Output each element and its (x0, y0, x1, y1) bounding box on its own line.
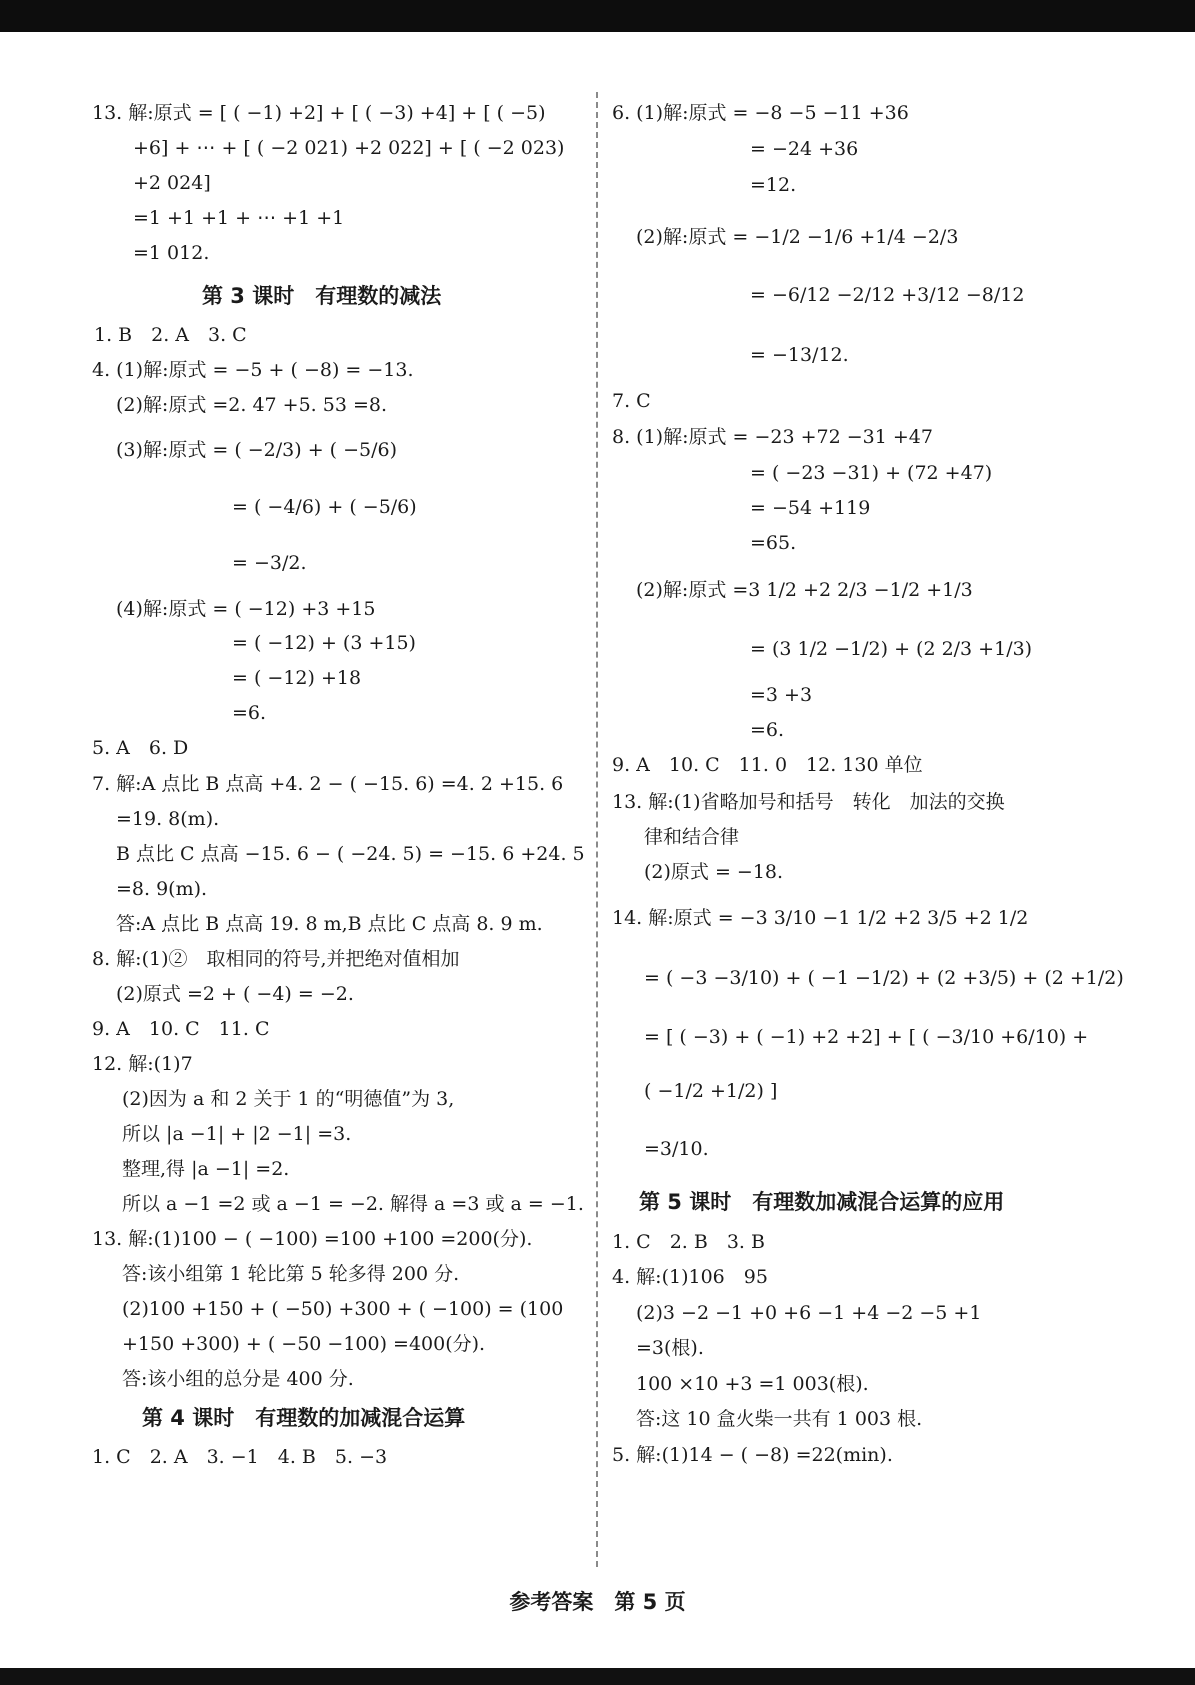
answer-line: 7. C (612, 390, 651, 412)
answer-line: (2)原式 = −18. (644, 861, 784, 883)
answer-line: 所以 |a −1| + |2 −1| =3. (122, 1123, 352, 1145)
answer-line: 律和结合律 (644, 826, 740, 848)
answer-line: =3(根). (636, 1337, 704, 1359)
answer-line: 13. 解:(1)省略加号和括号 转化 加法的交换 (612, 791, 1005, 813)
answer-line: = ( −12) +18 (232, 667, 362, 689)
answer-line: 13. 解:原式 = [ ( −1) +2] + [ ( −3) +4] + [ ( −5) (92, 102, 546, 124)
answer-line: = ( −23 −31) + (72 +47) (750, 462, 993, 484)
answer-line: =6. (750, 719, 785, 741)
answer-line: (2)解:原式 =2. 47 +5. 53 =8. (116, 394, 388, 416)
answer-line: = ( −12) + (3 +15) (232, 632, 416, 654)
answer-line: B 点比 C 点高 −15. 6 − ( −24. 5) = −15. 6 +24. 5 (116, 843, 585, 865)
answer-line: = −24 +36 (750, 138, 859, 160)
answer-line: 14. 解:原式 = −3 3/10 −1 1/2 +2 3/5 +2 1/2 (612, 907, 1029, 929)
answer-line: 答:该小组第 1 轮比第 5 轮多得 200 分. (122, 1263, 460, 1285)
answer-line: =6. (232, 702, 267, 724)
answer-line: 6. (1)解:原式 = −8 −5 −11 +36 (612, 102, 909, 124)
answer-line: 12. 解:(1)7 (92, 1053, 193, 1075)
answer-line: +6] + ⋯ + [ ( −2 021) +2 022] + [ ( −2 023) (133, 137, 565, 159)
answer-line: =1 +1 +1 + ⋯ +1 +1 (133, 207, 345, 229)
answer-line: +2 024] (133, 172, 211, 194)
answer-line: 答:这 10 盒火柴一共有 1 003 根. (636, 1408, 923, 1430)
answer-line: 4. 解:(1)106 95 (612, 1266, 768, 1288)
answer-line: = −6/12 −2/12 +3/12 −8/12 (750, 284, 1025, 306)
section-heading: 第 5 课时 有理数加减混合运算的应用 (639, 1190, 1005, 1214)
answer-line: 所以 a −1 =2 或 a −1 = −2. 解得 a =3 或 a = −1. (122, 1193, 584, 1215)
answer-line: = −3/2. (232, 552, 307, 574)
scan-top-edge (0, 0, 1195, 32)
answer-line: = (3 1/2 −1/2) + (2 2/3 +1/3) (750, 638, 1033, 660)
answer-line: =3/10. (644, 1138, 709, 1160)
answer-line: (2)解:原式 =3 1/2 +2 2/3 −1/2 +1/3 (636, 579, 973, 601)
answer-line: = −13/12. (750, 344, 849, 366)
answer-line: =1 012. (133, 242, 210, 264)
answer-line: (4)解:原式 = ( −12) +3 +15 (116, 598, 376, 620)
answer-line: = ( −4/6) + ( −5/6) (232, 496, 417, 518)
answer-line: (2)原式 =2 + ( −4) = −2. (116, 983, 354, 1005)
answer-line: 1. C 2. A 3. −1 4. B 5. −3 (92, 1446, 388, 1468)
answer-line: 9. A 10. C 11. 0 12. 130 单位 (612, 754, 923, 776)
answer-line: +150 +300) + ( −50 −100) =400(分). (122, 1333, 486, 1355)
answer-line: = [ ( −3) + ( −1) +2 +2] + [ ( −3/10 +6/10) + (644, 1026, 1089, 1048)
answer-line: 5. A 6. D (92, 737, 189, 759)
answer-line: 9. A 10. C 11. C (92, 1018, 270, 1040)
answer-line: 8. (1)解:原式 = −23 +72 −31 +47 (612, 426, 933, 448)
answer-line: 答:A 点比 B 点高 19. 8 m,B 点比 C 点高 8. 9 m. (116, 913, 543, 935)
answer-line: 答:该小组的总分是 400 分. (122, 1368, 354, 1390)
section-heading: 第 3 课时 有理数的减法 (202, 284, 442, 308)
answer-line: (2)3 −2 −1 +0 +6 −1 +4 −2 −5 +1 (636, 1302, 982, 1324)
answer-line: (2)100 +150 + ( −50) +300 + ( −100) = (100 (122, 1298, 564, 1320)
answer-line: 4. (1)解:原式 = −5 + ( −8) = −13. (92, 359, 414, 381)
answer-line: 7. 解:A 点比 B 点高 +4. 2 − ( −15. 6) =4. 2 +15. 6 (92, 773, 564, 795)
answer-line: =8. 9(m). (116, 878, 208, 900)
scan-bottom-edge (0, 1668, 1195, 1685)
answer-line: 1. B 2. A 3. C (94, 324, 247, 346)
answer-line: 5. 解:(1)14 − ( −8) =22(min). (612, 1444, 893, 1466)
answer-line: ( −1/2 +1/2) ] (644, 1080, 778, 1102)
answer-line: (3)解:原式 = ( −2/3) + ( −5/6) (116, 439, 398, 461)
answer-line: 1. C 2. B 3. B (612, 1231, 765, 1253)
answer-line: = −54 +119 (750, 497, 871, 519)
answer-line: =19. 8(m). (116, 808, 220, 830)
section-heading: 第 4 课时 有理数的加减混合运算 (142, 1406, 466, 1430)
answer-line: (2)解:原式 = −1/2 −1/6 +1/4 −2/3 (636, 226, 959, 248)
column-divider (596, 92, 598, 1567)
answer-line: 8. 解:(1)② 取相同的符号,并把绝对值相加 (92, 948, 460, 970)
answer-line: 整理,得 |a −1| =2. (122, 1158, 290, 1180)
answer-line: =65. (750, 532, 797, 554)
answer-line: 100 ×10 +3 =1 003(根). (636, 1373, 869, 1395)
answer-line: (2)因为 a 和 2 关于 1 的“明德值”为 3, (122, 1088, 455, 1110)
answer-line: =12. (750, 174, 797, 196)
answer-line: 13. 解:(1)100 − ( −100) =100 +100 =200(分). (92, 1228, 533, 1250)
answer-line: = ( −3 −3/10) + ( −1 −1/2) + (2 +3/5) + (2 +1/2) (644, 967, 1124, 989)
answer-line: =3 +3 (750, 684, 813, 706)
page-footer: 参考答案 第 5 页 (509, 1590, 686, 1614)
